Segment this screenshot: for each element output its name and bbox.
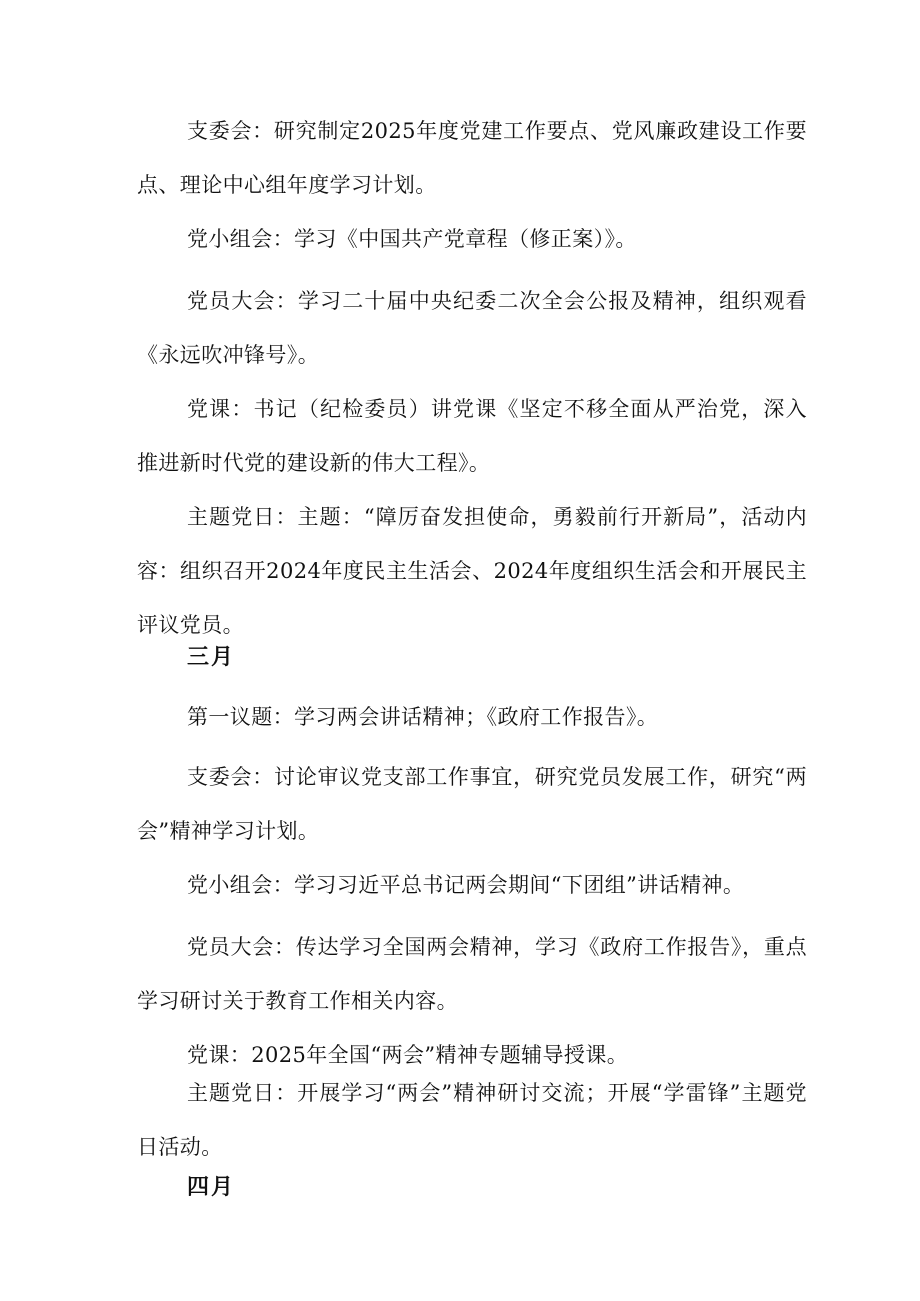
paragraph-party-members-meeting-march: 党员大会：传达学习全国两会精神，学习《政府工作报告》，重点学习研讨关于教育工作相关内容。: [137, 935, 807, 1013]
paragraph-party-members-meeting-feb: 党员大会：学习二十届中央纪委二次全会公报及精神，组织观看《永远吹冲锋号》。: [137, 289, 807, 367]
paragraph-party-group-feb: 党小组会：学习《中国共产党章程（修正案）》。: [187, 227, 637, 251]
paragraph-party-lecture-march: 党课：2025年全国“两会”精神专题辅导授课。: [187, 1043, 629, 1067]
heading-march: 三月: [187, 644, 236, 670]
paragraph-branch-committee-march: 支委会：讨论审议党支部工作事宜，研究党员发展工作，研究“两会”精神学习计划。: [137, 765, 807, 843]
paragraph-first-topic-march: 第一议题：学习两会讲话精神；《政府工作报告》。: [187, 705, 659, 729]
paragraph-branch-committee-feb: 支委会：研究制定2025年度党建工作要点、党风廉政建设工作要点、理论中心组年度学习计划。: [137, 119, 807, 197]
paragraph-theme-day-feb: 主题党日：主题：“障厉奋发担使命，勇毅前行开新局”，活动内容：组织召开2024年度民主生活会、2024年度组织生活会和开展民主评议党员。: [137, 505, 807, 637]
paragraph-party-lecture-feb: 党课：书记（纪检委员）讲党课《坚定不移全面从严治党，深入推进新时代党的建设新的伟大工程》。: [137, 397, 807, 475]
paragraph-theme-day-march: 主题党日：开展学习“两会”精神研讨交流；开展“学雷锋”主题党日活动。: [137, 1081, 807, 1159]
heading-april: 四月: [187, 1174, 236, 1200]
paragraph-party-group-march: 党小组会：学习习近平总书记两会期间“下团组”讲话精神。: [187, 873, 745, 897]
